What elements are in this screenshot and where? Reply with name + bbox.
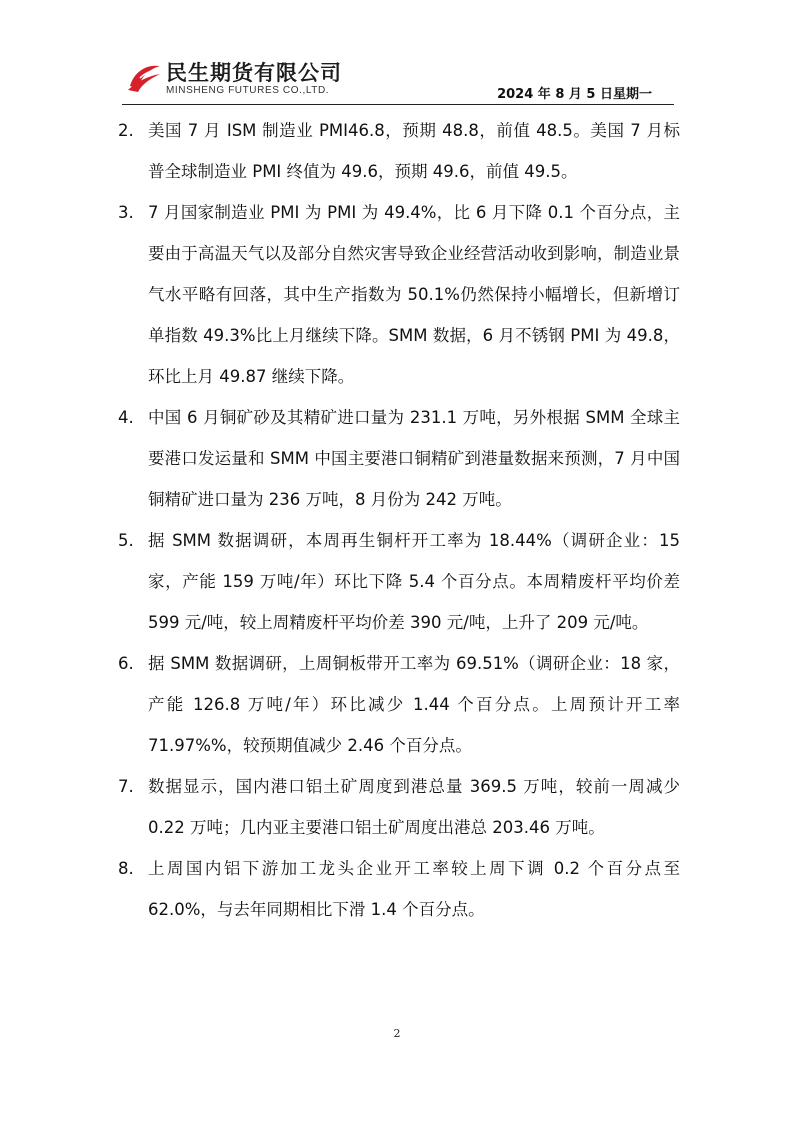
minsheng-logo-icon	[126, 60, 162, 94]
item-number: 4.	[118, 408, 134, 427]
report-date: 2024 年 8 月 5 日星期一	[497, 87, 652, 102]
item-number: 2.	[118, 121, 134, 140]
item-text: 数据显示，国内港口铝土矿周度到港总量 369.5 万吨，较前一周减少 0.22 万吨；几内亚主要港口铝土矿周度出港总 203.46 万吨。	[148, 777, 680, 837]
company-name-cn: 民生期货有限公司	[166, 61, 342, 85]
list-item	[118, 192, 680, 397]
item-number: 6.	[118, 654, 134, 673]
item-number: 7.	[118, 777, 134, 796]
list-item	[118, 110, 680, 192]
item-text: 7 月国家制造业 PMI 为 PMI 为 49.4%，比 6 月下降 0.1 个百分点，主要由于高温天气以及部分自然灾害导致企业经营活动收到影响，制造业景气水平略有回落，其中生产指数为 50.1%仍然保持小幅增长，但新增订单指数 49.3%比上月继续下降。SMM 数据，6 月不锈钢 PMI 为 49.8，环比上月 49.87 继续下降。	[148, 203, 680, 386]
item-text: 据 SMM 数据调研，本周再生铜杆开工率为 18.44%（调研企业：15 家，产能 159 万吨/年）环比下降 5.4 个百分点。本周精废杆平均价差 599 元/吨，较上周精废杆平均价差 390 元/吨，上升了 209 元/吨。	[148, 531, 680, 632]
list-item	[118, 766, 680, 848]
list-item	[118, 643, 680, 766]
report-body	[118, 110, 680, 930]
list-item	[118, 520, 680, 643]
item-number: 5.	[118, 531, 134, 550]
page-number: 2	[393, 1027, 401, 1040]
item-number: 8.	[118, 859, 134, 878]
item-text: 美国 7 月 ISM 制造业 PMI46.8，预期 48.8，前值 48.5。美国 7 月标普全球制造业 PMI 终值为 49.6，预期 49.6，前值 49.5。	[148, 121, 680, 181]
item-number: 3.	[118, 203, 134, 222]
page-header	[122, 52, 674, 105]
company-logo	[122, 54, 372, 100]
item-text: 中国 6 月铜矿砂及其精矿进口量为 231.1 万吨，另外根据 SMM 全球主要港口发运量和 SMM 中国主要港口铜精矿到港量数据来预测，7 月中国铜精矿进口量为 236 万吨，8 月份为 242 万吨。	[148, 408, 680, 509]
item-text: 上周国内铝下游加工龙头企业开工率较上周下调 0.2 个百分点至 62.0%，与去年同期相比下滑 1.4 个百分点。	[148, 859, 680, 919]
list-item	[118, 848, 680, 930]
list-item	[118, 397, 680, 520]
company-name-en: MINSHENG FUTURES CO.,LTD.	[166, 85, 330, 96]
item-text: 据 SMM 数据调研，上周铜板带开工率为 69.51%（调研企业：18 家，产能 126.8 万吨/年）环比减少 1.44 个百分点。上周预计开工率 71.97%%，较预期值减少 2.46 个百分点。	[148, 654, 680, 755]
